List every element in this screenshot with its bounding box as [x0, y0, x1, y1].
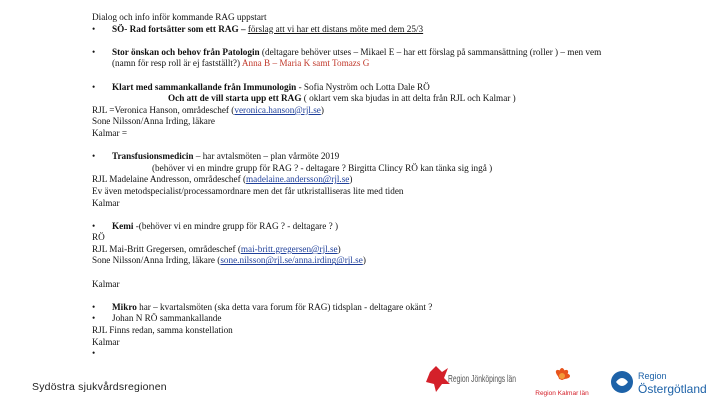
contact-text: ) [320, 104, 324, 115]
highlight-names: Anna B – Maria K samt Tomazs G [241, 58, 370, 69]
footer-org-name: Sydöstra sjukvårdsregionen [32, 381, 167, 393]
item-subtitle: Och att de vill starta upp ett RAG [168, 93, 302, 104]
contact-line: Kalmar [92, 336, 120, 347]
email-link[interactable]: madelaine.andersson@rjl.se [246, 174, 350, 185]
item-text: (behöver vi en mindre grupp för RAG ? - deltagare ? Birgitta Clincy RÖ kan tänka sig ingå ) [152, 162, 493, 173]
logo-wordmark: Region Jönköpings län [448, 374, 516, 385]
list-item [92, 82, 712, 94]
email-link[interactable]: mai-britt.gregersen@rjl.se [240, 243, 338, 254]
item-text: - Sofia Nyström och Lotta Dale RÖ [296, 81, 430, 92]
contact-text: ) [362, 255, 366, 266]
kalmar-flower-icon [522, 362, 602, 402]
contact-line: Kalmar [92, 197, 120, 208]
item-text: förslag att vi har ett distans möte med dem 25/3 [247, 23, 424, 34]
logo-wordmark: Region Kalmar län [535, 390, 589, 397]
contact-text: ) [337, 243, 341, 254]
region-jonkoping-logo [420, 362, 520, 402]
bullet: • [92, 23, 96, 34]
contact-line: Ev även metodspecialist/processamordnare men det får utkristalliseras lite med tiden [92, 185, 404, 196]
item-title: Stor önskan och behov från Patologin [112, 46, 260, 57]
ostergotland-emblem-icon [608, 362, 718, 402]
contact-line: Sone Nilsson/Anna Irding, läkare [92, 116, 215, 127]
list-item [92, 24, 712, 36]
item-text: (deltagare behöver utses – Mikael E – har ett förslag på sammansättning (roller ) – men vem [259, 46, 602, 57]
contact-line [92, 174, 712, 186]
contact-text: ) [349, 174, 353, 185]
bullet: • [92, 313, 96, 324]
item-text: (namn för resp roll är ej fastställt?) [112, 58, 242, 69]
logo-wordmark-line1: Region [638, 371, 667, 381]
bullet: • [92, 151, 96, 162]
item-title: Kemi [112, 220, 134, 231]
contact-line: RJL Finns redan, samma konstellation [92, 325, 233, 336]
list-item [92, 47, 712, 59]
list-item [92, 313, 712, 325]
email-link[interactable]: sone.nilsson@rjl.se/anna.irding@rjl.se [220, 255, 363, 266]
contact-line: Kalmar [92, 278, 120, 289]
contact-line [92, 105, 712, 117]
contact-text: RJL Mai-Britt Gregersen, områdeschef ( [92, 243, 241, 254]
bullet: • [92, 81, 96, 92]
item-text: -(behöver vi en mindre grupp för RAG ? - deltagare ? ) [133, 220, 339, 231]
contact-text: RJL =Veronica Hanson, områdeschef ( [92, 104, 235, 115]
email-link[interactable]: veronica.hanson@rjl.se [234, 104, 321, 115]
bullet: • [92, 220, 96, 231]
list-item [92, 151, 712, 163]
contact-line: RÖ [92, 232, 105, 243]
contact-text: Sone Nilsson/Anna Irding, läkare ( [92, 255, 221, 266]
logo-wordmark-line2: Östergötland [638, 382, 707, 396]
bullet: • [92, 46, 96, 57]
region-kalmar-logo [522, 362, 602, 402]
contact-text: RJL Madelaine Andresson, områdeschef ( [92, 174, 247, 185]
bullet: • [92, 348, 96, 359]
item-text-line [92, 163, 712, 175]
item-title: Transfusionsmedicin [112, 151, 194, 162]
item-text: – har avtalsmöten – plan vårmöte 2019 [193, 151, 340, 162]
item-text: ( oklart vem ska bjudas in att delta från RJL och Kalmar ) [301, 93, 516, 104]
item-text: Johan N RÖ sammankallande [112, 313, 222, 324]
item-text: har – kvartalsmöten (ska detta vara forum för RAG) tidsplan - deltagare okänt ? [136, 301, 433, 312]
item-title: Mikro [112, 301, 137, 312]
heading: Dialog och info inför kommande RAG uppstart [92, 12, 267, 22]
list-item [92, 302, 712, 314]
contact-line: Kalmar = [92, 127, 128, 138]
item-title: SÖ- Rad fortsätter som ett RAG – [112, 23, 248, 34]
contact-line [92, 255, 712, 267]
jonkoping-cross-icon [420, 362, 520, 402]
item-text-line [92, 93, 712, 105]
document-body [92, 12, 712, 360]
item-text-line [92, 58, 712, 70]
contact-line [92, 244, 712, 256]
region-ostergotland-logo [608, 362, 718, 402]
bullet: • [92, 301, 96, 312]
list-item [92, 221, 712, 233]
item-title: Klart med sammankallande från Immunologin [112, 81, 297, 92]
